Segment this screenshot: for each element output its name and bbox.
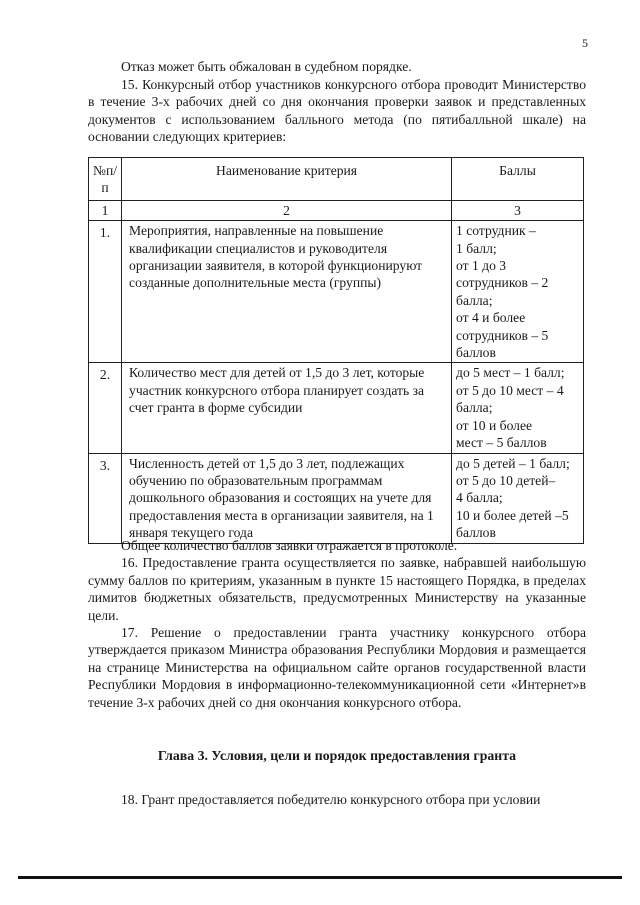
points-line: 1 балл; [456,240,497,256]
body-text [88,537,586,711]
points-line: балла; [456,292,493,308]
column-number: 1 [89,200,122,220]
points-cell [452,453,584,543]
paragraph-17: 17. Решение о предоставлении гранта участнику конкурсного отбора утверждается приказом Министра образования Республики Мордовия и размещается на странице Министерства на официальном сайте органов государственной власти Республики Мордовия в информационно-телекоммуникационной сети «Интернет»в течение 3-х рабочих дней со дня окончания конкурсного отбора. [88,625,586,710]
header-number: №п/п [89,158,122,201]
table-row [89,221,584,363]
header-points: Баллы [452,158,584,201]
paragraph-16: 16. Предоставление гранта осуществляется по заявке, набравшей наибольшую сумму баллов по критериям, указанным в пункте 15 настоящего Порядка, в пределах лимитов бюджетных обязательств, предусмотренных Министерству на указанные цели. [88,555,586,623]
points-line: от 5 до 10 мест – 4 [456,382,564,398]
column-number: 3 [452,200,584,220]
points-line: до 5 детей – 1 балл; [456,455,570,471]
column-number: 2 [122,200,452,220]
points-line: 4 балла; [456,490,503,506]
row-number: 3. [89,453,122,543]
criterion-text: Численность детей от 1,5 до 3 лет, подлежащих обучению по образовательным программам дошкольного образования и состоящих на учете для предоставления места в организации заявителя, на 1 января текущего года [122,453,452,543]
chapter-title: Глава 3. Условия, цели и порядок предоставления гранта [157,748,517,763]
points-line: балла; [456,400,493,416]
row-number: 2. [89,363,122,453]
paragraph-text: Отказ может быть обжалован в судебном порядке. [121,59,412,74]
paragraph-text: 15. Конкурсный отбор участников конкурсного отбора проводит Министерство в течение 3-х рабочих дней со дня окончания проверки заявок и представленных документов с использованием балльного метода (по пятибалльной шкале) на основании следующих критериев: [88,77,586,145]
bottom-rule [18,876,622,879]
criterion-text: Количество мест для детей от 1,5 до 3 лет, которые участник конкурсного отбора планирует создать за счет гранта в форме субсидии [122,363,452,453]
paragraph-appeal [88,58,586,75]
points-line: 10 и более детей –5 [456,507,569,523]
points-cell [452,363,584,453]
points-line: мест – 5 баллов [456,435,547,451]
table-row [89,453,584,543]
points-line: сотрудников – 5 [456,327,549,343]
points-line: до 5 мест – 1 балл; [456,365,565,381]
points-line: баллов [456,345,496,361]
table-column-numbers-row [89,200,584,220]
points-line: от 10 и более [456,417,533,433]
points-line: баллов [456,525,496,541]
paragraph-total: Общее количество баллов заявки отражается в протоколе. [121,538,458,553]
criterion-text: Мероприятия, направленные на повышение квалификации специалистов и руководителя организации заявителя, в которой функционируют созданные дополнительные места (группы) [122,221,452,363]
criteria-table [88,157,584,544]
points-line: от 4 и более [456,310,526,326]
header-criterion: Наименование критерия [122,158,452,201]
points-line: от 5 до 10 детей– [456,472,556,488]
table-header-row [89,158,584,201]
points-line: сотрудников – 2 [456,275,549,291]
points-line: 1 сотрудник – [456,223,536,239]
table-row [89,363,584,453]
paragraph-text: 18. Грант предоставляется победителю конкурсного отбора при условии [121,792,541,807]
points-cell [452,221,584,363]
paragraph-15 [88,76,586,146]
points-line: от 1 до 3 [456,258,507,274]
page-number: 5 [582,36,588,50]
row-number: 1. [89,221,122,363]
paragraph-18 [88,791,586,808]
